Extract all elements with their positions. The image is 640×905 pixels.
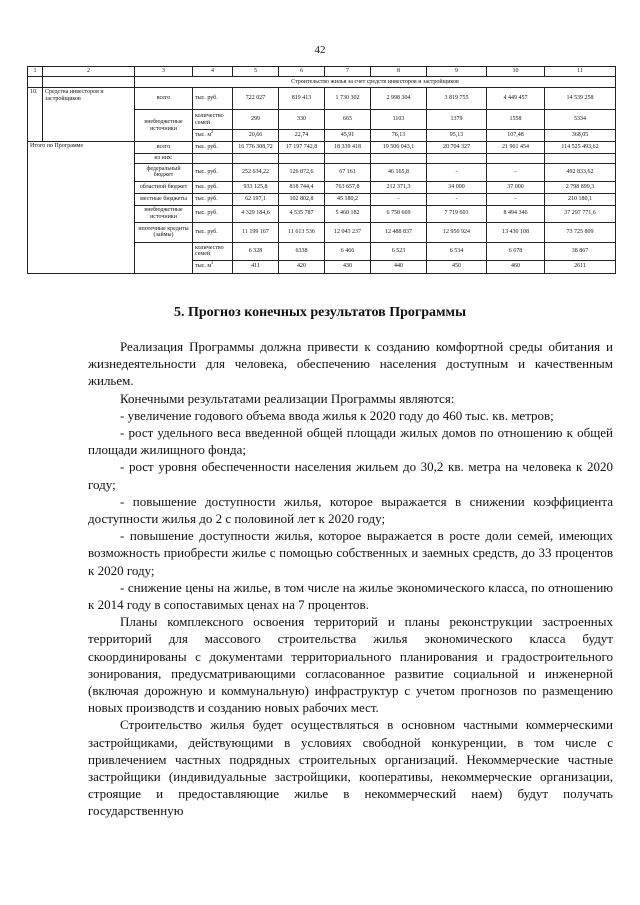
cell-value: 19 506 043,1	[371, 142, 427, 154]
cell-value: 3 819 755	[427, 88, 487, 110]
table-row	[28, 88, 616, 110]
list-item: - увеличение годового объема ввода жилья к 2020 году до 460 тыс. кв. метров;	[120, 407, 554, 423]
row-subtype: всего	[135, 142, 193, 154]
row-number: 10.	[28, 88, 43, 142]
cell-value: 7 719 603	[427, 205, 487, 222]
cell-value: 1379	[427, 110, 487, 130]
row-unit: тыс. руб.	[193, 142, 233, 154]
caption-spacer	[43, 77, 135, 88]
cell-value: 4 535 787	[279, 205, 325, 222]
row-unit: тыс. руб.	[193, 181, 233, 193]
cell-value	[279, 154, 325, 164]
program-funding-table	[27, 66, 616, 274]
cell-value: -	[371, 193, 427, 205]
cell-value: 20,66	[233, 130, 279, 142]
cell-value: 492 833,62	[545, 163, 616, 181]
cell-value: 17 197 742,8	[279, 142, 325, 154]
cell-value: 102 802,8	[279, 193, 325, 205]
cell-value: -	[427, 193, 487, 205]
list-item: - повышение доступности жилья, которое выражается в росте доли семей, имеющих возможность приобрести жилье с помощью собственных и заемных средств, до 33 процентов к 2020 году;	[88, 528, 613, 578]
unit-text: тыс. м	[195, 263, 212, 270]
cell-value: -	[487, 163, 545, 181]
cell-value: 722 027	[233, 88, 279, 110]
cell-value: 4 329 184,6	[233, 205, 279, 222]
section-body	[88, 338, 613, 820]
column-number: 9	[427, 67, 487, 77]
cell-value: 34 000	[427, 181, 487, 193]
row-subtype: областной бюджет	[135, 181, 193, 193]
column-number: 6	[279, 67, 325, 77]
cell-value: 13 430 108	[487, 222, 545, 242]
column-number-row	[28, 67, 616, 77]
cell-value: 420	[279, 260, 325, 273]
section-heading: 5. Прогноз конечных результатов Программы	[173, 305, 467, 320]
cell-value: 37 000	[487, 181, 545, 193]
paragraph: Строительство жилья будет осуществляться в основном частными коммерческими застройщиками, действующими в условиях свободной конкуренции, в том числе с привлечением частных подрядных строительных организаций. Некоммерческие частные застройщики (индивидуальные застройщики, кооперативы, некоммерческие организации, строящие и предоставляющие жилье в некоммерческий наем) будут получать государственную	[88, 717, 613, 819]
cell-value: 16 776 308,72	[233, 142, 279, 154]
cell-value: 933 125,8	[233, 181, 279, 193]
caption-spacer	[28, 77, 43, 88]
cell-value: 819 413	[279, 88, 325, 110]
list-item: - повышение доступности жилья, которое выражается в снижении коэффициента доступности жилья до 2 с половиной лет к 2020 году;	[88, 493, 613, 527]
column-number: 1	[28, 67, 43, 77]
page-number: 42	[314, 44, 326, 56]
row-subtype: ипотечные кредиты (займы)	[135, 222, 193, 242]
cell-value: 6 466	[325, 242, 371, 260]
cell-value: 6338	[279, 242, 325, 260]
cell-value: 440	[371, 260, 427, 273]
cell-value: 12 488 837	[371, 222, 427, 242]
row-title: Средства инвесторов и застройщиков	[43, 88, 135, 142]
cell-value: 14 539 258	[545, 88, 616, 110]
cell-value: 411	[233, 260, 279, 273]
cell-value: 6 523	[371, 242, 427, 260]
cell-value: -	[427, 163, 487, 181]
cell-value: 6 328	[233, 242, 279, 260]
cell-value: 21 961 454	[487, 142, 545, 154]
row-unit	[193, 130, 233, 142]
cell-value: 45 180,2	[325, 193, 371, 205]
table-row	[28, 142, 616, 154]
row-unit	[193, 154, 233, 164]
row-unit: количество семей	[193, 242, 233, 260]
cell-value: 4 449 457	[487, 88, 545, 110]
cell-value: 5334	[545, 110, 616, 130]
cell-value: 1 730 302	[325, 88, 371, 110]
cell-value: 76,13	[371, 130, 427, 142]
cell-value: 665	[325, 110, 371, 130]
paragraph: Планы комплексного освоения территорий и планы реконструкции застроенных территорий для массового строительства жилья экономического класса будут скоординированы с документами территориального планирования и градостроительного зонирования, предусматривающими согласованное развитие социальной и инженерной (включая дорожную и коммунальную) инфраструктур с учетом прогнозов по размещению новых производств и созданию новых рабочих мест.	[88, 614, 613, 716]
cell-value: 22,74	[279, 130, 325, 142]
cell-value: 212 371,3	[371, 181, 427, 193]
cell-value: 252 634,22	[233, 163, 279, 181]
cell-value: 763 657,8	[325, 181, 371, 193]
cell-value: 2 798 899,3	[545, 181, 616, 193]
row-subtype: внебюджетные источники	[135, 205, 193, 222]
paragraph: Конечными результатами реализации Программы являются:	[120, 390, 455, 406]
cell-value: 38 867	[545, 242, 616, 260]
cell-value: 460	[487, 260, 545, 273]
cell-value: -	[487, 193, 545, 205]
unit-superscript: 2	[211, 260, 214, 266]
row-unit: тыс. руб.	[193, 222, 233, 242]
cell-value: 95,13	[427, 130, 487, 142]
row-unit: тыс. руб.	[193, 205, 233, 222]
cell-value: 11 613 536	[279, 222, 325, 242]
column-number: 3	[135, 67, 193, 77]
cell-value: 2611	[545, 260, 616, 273]
list-item: - рост уровня обеспеченности населения жильем до 30,2 кв. метра на человека к 2020 году;	[88, 459, 613, 492]
row-subtype: местные бюджеты	[135, 193, 193, 205]
row-unit: количество семей	[193, 110, 233, 130]
cell-value: 1558	[487, 110, 545, 130]
column-number: 8	[371, 67, 427, 77]
cell-value: 11 199 167	[233, 222, 279, 242]
cell-value: 2 998 304	[371, 88, 427, 110]
unit-text: тыс. м	[195, 132, 212, 139]
row-unit: тыс. руб.	[193, 88, 233, 110]
cell-value: 62 197,1	[233, 193, 279, 205]
cell-value: 18 339 418	[325, 142, 371, 154]
column-number: 10	[487, 67, 545, 77]
cell-value: 6 678	[487, 242, 545, 260]
cell-value: 818 744,4	[279, 181, 325, 193]
paragraph: Реализация Программы должна привести к созданию комфортной среды обитания и жизнедеятельности для человека, обеспечению населения доступным и качественным жильем.	[88, 339, 613, 389]
column-number: 11	[545, 67, 616, 77]
cell-value: 12 043 237	[325, 222, 371, 242]
cell-value: 368,05	[545, 130, 616, 142]
cell-value: 45,91	[325, 130, 371, 142]
cell-value: 6 758 669	[371, 205, 427, 222]
cell-value	[487, 154, 545, 164]
cell-value	[427, 154, 487, 164]
cell-value: 6 534	[427, 242, 487, 260]
cell-value: 114 525 493,62	[545, 142, 616, 154]
column-number: 7	[325, 67, 371, 77]
cell-value: 1103	[371, 110, 427, 130]
column-number: 4	[193, 67, 233, 77]
row-unit: тыс. руб.	[193, 163, 233, 181]
cell-value: 8 494 346	[487, 205, 545, 222]
cell-value: 126 872,6	[279, 163, 325, 181]
cell-value: 430	[325, 260, 371, 273]
cell-value	[233, 154, 279, 164]
row-unit	[193, 260, 233, 273]
row-title: Итого по Программе	[28, 142, 135, 274]
cell-value: 20 704 327	[427, 142, 487, 154]
row-subtype: всего	[135, 88, 193, 110]
list-item: - рост удельного веса введенной общей площади жилых домов по отношению к общей площади жилищного фонда;	[88, 425, 613, 458]
row-subtype: из них:	[135, 154, 193, 164]
cell-value	[371, 154, 427, 164]
row-unit: тыс. руб.	[193, 193, 233, 205]
cell-value: 210 180,1	[545, 193, 616, 205]
column-number: 2	[43, 67, 135, 77]
cell-value: 67 161	[325, 163, 371, 181]
cell-value: 37 297 771,6	[545, 205, 616, 222]
cell-value: 450	[427, 260, 487, 273]
row-subtype: федеральный бюджет	[135, 163, 193, 181]
cell-value: 330	[279, 110, 325, 130]
row-subtype: внебюджетные источники	[135, 110, 193, 142]
table-caption-row	[28, 77, 616, 88]
column-number: 5	[233, 67, 279, 77]
list-item: - снижение цены на жилье, в том числе на жилье экономического класса, по отношению к 2014 году в сопоставимых ценах на 7 процентов.	[88, 579, 613, 613]
cell-value	[325, 154, 371, 164]
table-caption: Строительство жилья за счет средств инвесторов и застройщиков	[135, 77, 616, 88]
cell-value: 46 165,8	[371, 163, 427, 181]
cell-value: 5 460 182	[325, 205, 371, 222]
cell-value: 73 725 809	[545, 222, 616, 242]
cell-value: 12 950 924	[427, 222, 487, 242]
row-subtype	[135, 242, 193, 273]
cell-value	[545, 154, 616, 164]
cell-value: 299	[233, 110, 279, 130]
unit-superscript: 2	[211, 129, 214, 135]
cell-value: 107,48	[487, 130, 545, 142]
